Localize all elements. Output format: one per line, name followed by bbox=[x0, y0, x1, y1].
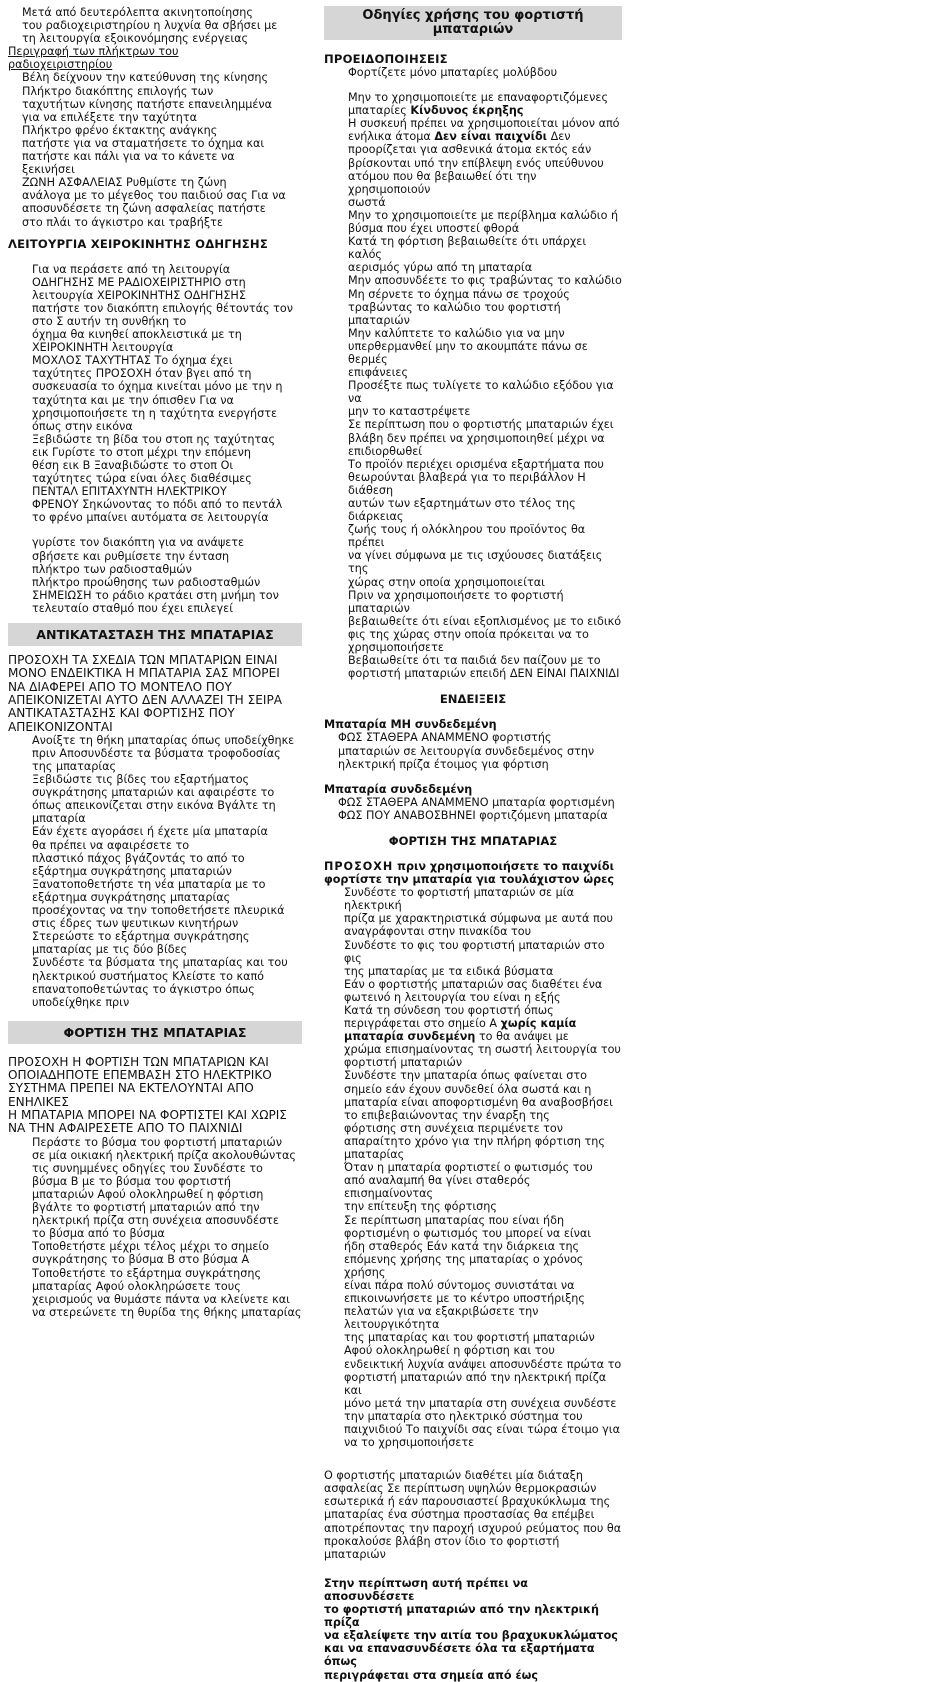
battery-replace-heading: ΑΝΤΙΚΑΤΑΣΤΑΣΗ ΤΗΣ ΜΠΑΤΑΡΙΑΣ bbox=[8, 623, 302, 646]
right-column bbox=[324, 6, 622, 1682]
intro-paragraph: Μετά από δευτερόλεπτα ακινητοποίησης του ραδιοχειριστηρίου η λυχνία θα σβήσει με τη λειτουργία εξοικονόμησης ενέργειας bbox=[22, 6, 278, 46]
indication-connected-label: Μπαταρία συνδεδεμένη bbox=[324, 782, 473, 796]
warnings-heading: ΠΡΟΕΙΔΟΠΟΙΗΣΕΙΣ bbox=[324, 52, 448, 66]
indication-not-connected-text: ΦΩΣ ΣΤΑΘΕΡΑ ΑΝΑΜΜΕΝΟ φορτιστής μπαταριών σε λειτουργία συνδεδεμένος στην ηλεκτρική πρίζα έτοιμος για φόρτιση bbox=[338, 731, 595, 771]
charging-steps: Συνδέστε το φορτιστή μπαταριών σε μία ηλεκτρική πρίζα με χαρακτηριστικά σύμφωνα με αυτά που αναγράφονται στην πινακίδα του Συνδέστε το φις του φορτιστή μπαταριών στο φις της μπαταρίας με τα ειδικά βύσματα Εάν ο φορτιστής μπαταριών σας διαθέτει ένα φωτεινό η λειτουργία του είναι η εξής Κατά τη σύνδεση του φορτιστή όπως περιγράφεται στο σημείο Α χωρίς καμία μπαταρία συνδεμένη το θα ανάψει με χρώμα επισημαίνοντας τη σωστή λειτουργία του φορτιστή μπαταριών Συνδέστε την μπαταρία όπως φαίνεται στο σημείο εάν έχουν συνδεθεί όλα σωστά και η μπαταρία είναι αποφορτισμένη θα αναβοσβήσει το επιβεβαιώνοντας την έναρξη της φόρτισης στη συνέχεια περιμένετε τον απαραίτητο χρόνο για την πλήρη φόρτιση της μπαταρίας Όταν η μπαταρία φορτιστεί ο φωτισμός του από αναλαμπή θα γίνει σταθερός επισημαίνοντας την επίτευξη της φόρτισης Σε περίπτωση μπαταρίας που είναι ήδη φορτισμένη ο φωτισμός του μπορεί να είναι ήδη σταθερός Εάν κατά την διάρκεια της επόμενης χρήσης της μπαταρίας ο χρόνος χρήσης είναι πάρα πολύ σύντομος συνιστάται να επικοινωνήσετε με το κέντρο υποστήριξης πελατών για να εξακριβώσετε την λειτουργικότητα της μπαταρίας και του φορτιστή μπαταριών Αφού ολοκληρωθεί η φόρτιση και του ενδεικτική λυχνία ανάψει αποσυνδέστε πρώτα το φορτιστή μπαταριών από την ηλεκτρική πρίζα και μόνο μετά την μπαταρία στη συνέχεια συνδέστε την μπαταρία στο ηλεκτρικό σύστημα του παιχνιδιού Το παιχνίδι σας είναι τώρα έτοιμο για να το χρησιμοποιήσετε bbox=[344, 886, 622, 1450]
indication-not-connected-label: Μπαταρία ΜΗ συνδεδεμένη bbox=[324, 718, 497, 732]
indications-heading: ΕΝΔΕΙΞΕΙΣ bbox=[439, 692, 507, 707]
battery-replace-warning: ΠΡΟΣΟΧΗ ΤΑ ΣΧΕΔΙΑ ΤΩΝ ΜΠΑΤΑΡΙΩΝ ΕΙΝΑΙ ΜΟΝΟ ΕΝΔΕΙΚΤΙΚΑ Η ΜΠΑΤΑΡΙΑ ΣΑΣ ΜΠΟΡΕΙ ΝΑ ΔΙΑΦΕΡΕΙ ΑΠΟ ΤΟ ΜΟΝΤΕΛΟ ΠΟΥ ΑΠΕΙΚΟΝΙΖΕΤΑΙ ΑΥΤΟ ΔΕΝ ΑΛΛΑΖΕΙ ΤΗ ΣΕΙΡΑ ΑΝΤΙΚΑΤΑΣΤΑΣΗΣ ΚΑΙ ΦΟΡΤΙΣΗΣ ΠΟΥ ΑΠΕΙΚΟΝΙΖΟΝΤΑΙ bbox=[8, 653, 283, 734]
remote-keys-paragraph: Βέλη δείχνουν την κατεύθυνση της κίνησης Πλήκτρο διακόπτης επιλογής των ταχυτήτων κίνησης πατήστε επανειλημμένα για να επιλέξετε την ταχύτητα Πλήκτρο φρένο έκτακτης ανάγκης πατήστε για να σταματήσετε το όχημα και πατήστε και πάλι για να το κάνετε να ξεκινήσει ΖΩΝΗ ΑΣΦΑΛΕΙΑΣ Ρυθμίστε τη ζώνη ανάλογα με το μέγεθος του παιδιού σας Για να αποσυνδέσετε τη ζώνη ασφαλείας πατήστε στο πλάι το άγκιστρο και τραβήξτε bbox=[22, 71, 286, 229]
radio-paragraph: γυρίστε τον διακόπτη για να ανάψετε σβήσετε και ρυθμίσετε την ένταση πλήκτρο των ραδιοσταθμών πλήκτρο προώθησης των ραδιοσταθμών ΣΗΜΕΙΩΣΗ το ράδιο κρατάει στη μνήμη τον τελευταίο σταθμό που έχει επιλεγεί bbox=[32, 536, 279, 615]
remote-keys-heading: Περιγραφή των πλήκτρων του ραδιοχειριστηρίου bbox=[8, 45, 179, 72]
fuse-paragraph: Ο φορτιστής μπαταριών διαθέτει μία διάταξη ασφαλείας Σε περίπτωση υψηλών θερμοκρασιών εσωτερικά ή εάν παρουσιαστεί βραχυκύκλωμα της μπαταρίας ένα σύστημα προστασίας θα επέμβει αποτρέποντας την παροχή ισχυρού ρεύματος που θα προκαλούσε βλάβη στον ίδιο το φορτιστή μπαταριών bbox=[324, 1469, 622, 1561]
indication-connected-text: ΦΩΣ ΣΤΑΘΕΡΑ ΑΝΑΜΜΕΝΟ μπαταρία φορτισμένη ΦΩΣ ΠΟΥ ΑΝΑΒΟΣΒΗΝΕΙ φορτιζόμενη μπαταρία bbox=[338, 795, 615, 822]
warning-list: Μην το χρησιμοποιείτε με περίβλημα καλώδιο ή βύσμα που έχει υποστεί φθορά Κατά τη φόρτιση βεβαιωθείτε ότι υπάρχει καλός αερισμός γύρω από τη μπαταρία Μην αποσυνδέετε το φις τραβώντας το καλώδιο Μη σέρνετε το όχημα πάνω σε τροχούς τραβώντας το καλώδιο του φορτιστή μπαταριών Μην καλύπτετε το καλώδιο για να μην υπερθερμανθεί μην το ακουμπάτε πάνω σε θερμές επιφάνειες Προσέξτε πως τυλίγετε το καλώδιο εξόδου για να μην το καταστρέψετε Σε περίπτωση που ο φορτιστής μπαταριών έχει βλάβη δεν πρέπει να χρησιμοποιηθεί μέχρι να επιδιορθωθεί Το προϊόν περιέχει ορισμένα εξαρτήματα που θεωρούνται βλαβερά για το περιβάλλον Η διάθεση αυτών των εξαρτημάτων στο τέλος της διάρκειας ζωής τους ή ολόκληρου του προϊόντος θα πρέπει να γίνει σύμφωνα με τις ισχύουσες διατάξεις της χώρας στην οποία χρησιμοποιείται Πριν να χρησιμοποιήσετε το φορτιστή μπαταριών βεβαιωθείτε ότι είναι εξοπλισμένος με το ειδικό φις της χώρας στην οποία πρόκειται να το χρησιμοποιήσετε Βεβαιωθείτε ότι τα παιδιά δεν παίζουν με το φορτιστή μπαταριών επειδή ΔΕΝ ΕΙΝΑΙ ΠΑΙΧΝΙΔΙ bbox=[348, 208, 622, 681]
manual-driving-paragraph: Για να περάσετε από τη λειτουργία ΟΔΗΓΗΣΗΣ ΜΕ ΡΑΔΙΟΧΕΙΡΙΣΤΗΡΙΟ στη λειτουργία ΧΕΙΡΟΚΙΝΗΤΗΣ ΟΔΗΓΗΣΗΣ πατήστε τον διακόπτη επιλογής θέτοντάς τον στο Σ αυτήν τη συνθήκη το όχημα θα κινηθεί αποκλειστικά με τη ΧΕΙΡΟΚΙΝΗΤΗ λειτουργία ΜΟΧΛΟΣ ΤΑΧΥΤΗΤΑΣ Το όχημα έχει ταχύτητες ΠΡΟΣΟΧΗ όταν βγει από τη συσκευασία το όχημα κινείται μόνο με την η ταχύτητα και με την όπισθεν Για να χρησιμοποιήσετε τη η ταχύτητα ενεργήστε όπως στην εικόνα Ξεβιδώστε τη βίδα του στοπ ης ταχύτητας εικ Γυρίστε το στοπ μέχρι την επόμενη θέση εικ Β Ξαναβιδώστε το στοπ Οι ταχύτητες τώρα είναι όλες διαθέσιμες ΠΕΝΤΑΛ ΕΠΙΤΑΧΥΝΤΗ ΗΛΕΚΤΡΙΚΟΥ ΦΡΕΝΟΥ Σηκώνοντας το πόδι από το πεντάλ το φρένο μπαίνει αυτόματα σε λειτουργία bbox=[32, 262, 293, 525]
left-column bbox=[8, 6, 302, 1319]
manual-driving-heading: ΛΕΙΤΟΥΡΓΙΑ ΧΕΙΡΟΚΙΝΗΤΗΣ ΟΔΗΓΗΣΗΣ bbox=[8, 236, 268, 251]
short-circuit-paragraph: Στην περίπτωση αυτή πρέπει να αποσυνδέσετε το φορτιστή μπαταριών από την ηλεκτρική πρίζα να εξαλείψετε την αιτία του βραχυκυκλώματος και να επανασυνδέσετε όλα τα εξαρτήματα όπως περιγράφεται στα σημεία από έως bbox=[324, 1576, 618, 1682]
battery-charge-steps: Περάστε το βύσμα του φορτιστή μπαταριών σε μία οικιακή ηλεκτρική πρίζα ακολουθώντας τις συνημμένες οδηγίες του Συνδέστε το βύσμα Β με το βύσμα του φορτιστή μπαταριών Αφού ολοκληρωθεί η φόρτιση βγάλτε το φορτιστή μπαταριών από την ηλεκτρική πρίζα στη συνέχεια αποσυνδέστε το βύσμα από το βύσμα Τοποθετήστε μέχρι τέλος μέχρι το σημείο συγκράτησης το βύσμα Β στο βύσμα Α Τοποθετήστε το εξάρτημα συγκράτησης μπαταρίας Αφού ολοκληρώσετε τους χειρισμούς να θυμάστε πάντα να κλείνετε και να στερεώνετε τη θυρίδα της θήκης μπαταρίας bbox=[32, 1135, 302, 1319]
charging-heading: ΦΟΡΤΙΣΗ ΤΗΣ ΜΠΑΤΑΡΙΑΣ bbox=[388, 833, 558, 848]
warning-adults: Η συσκευή πρέπει να χρησιμοποιείται μόνον από ενήλικα άτομα Δεν είναι παιχνίδι Δεν προορίζεται για ασθενικά άτομα εκτός εάν βρίσκονται υπό την επίβλεψη ενός υπεύθυνου ατόμου που θα βεβαιωθεί ότι την χρησιμοποιούν σωστά bbox=[348, 117, 620, 209]
warning-rechargeable: Μην το χρησιμοποιείτε με επαναφορτιζόμενες μπαταρίες Κίνδυνος έκρηξης bbox=[348, 91, 609, 118]
charging-attention: ΠΡΟΣΟΧΗ πριν χρησιμοποιήσετε το παιχνίδι φορτίστε την μπαταρία για τουλάχιστον ώρες bbox=[324, 859, 615, 887]
warning-lead-only: Φορτίζετε μόνο μπαταρίες μολύβδου bbox=[348, 66, 558, 79]
battery-charge-warning: ΠΡΟΣΟΧΗ Η ΦΟΡΤΙΣΗ ΤΩΝ ΜΠΑΤΑΡΙΩΝ ΚΑΙ ΟΠΟΙΑΔΗΠΟΤΕ ΕΠΕΜΒΑΣΗ ΣΤΟ ΗΛΕΚΤΡΙΚΟ ΣΥΣΤΗΜΑ ΠΡΕΠΕΙ ΝΑ ΕΚΤΕΛΟΥΝΤΑΙ ΑΠΟ ΕΝΗΛΙΚΕΣ Η ΜΠΑΤΑΡΙΑ ΜΠΟΡΕΙ ΝΑ ΦΟΡΤΙΣΤΕΙ ΚΑΙ ΧΩΡΙΣ ΝΑ ΤΗΝ ΑΦΑΙΡΕΣΕΤΕ ΑΠΟ ΤΟ ΠΑΙΧΝΙΔΙ bbox=[8, 1054, 287, 1136]
battery-charge-heading: ΦΟΡΤΙΣΗ ΤΗΣ ΜΠΑΤΑΡΙΑΣ bbox=[8, 1021, 302, 1044]
charger-title: Οδηγίες χρήσης του φορτιστή μπαταριών bbox=[324, 6, 622, 40]
battery-replace-steps: Ανοίξτε τη θήκη μπαταρίας όπως υποδείχθηκε πριν Αποσυνδέστε τα βύσματα τροφοδοσίας της μπαταρίας Ξεβιδώστε τις βίδες του εξαρτήματος συγκράτησης μπαταριών και αφαιρέστε το όπως απεικονίζεται στην εικόνα Βγάλτε τη μπαταρία Εάν έχετε αγοράσει ή έχετε μία μπαταρία θα πρέπει να αφαιρέσετε το πλαστικό πάχος βγάζοντάς το από το εξάρτημα συγκράτησης μπαταριών Ξανατοποθετήστε τη νέα μπαταρία με το εξάρτημα συγκράτησης μπαταρίας προσέχοντας να την τοποθετήσετε πλευρικά στις έδρες των ψευτικων κινητήρων Στερεώστε το εξάρτημα συγκράτησης μπαταρίας με τις δύο βίδες Συνδέστε τα βύσματα της μπαταρίας και του ηλεκτρικού συστήματος Κλείστε το καπό επανατοποθετώντας το άγκιστρο όπως υποδείχθηκε πριν bbox=[32, 733, 295, 1009]
